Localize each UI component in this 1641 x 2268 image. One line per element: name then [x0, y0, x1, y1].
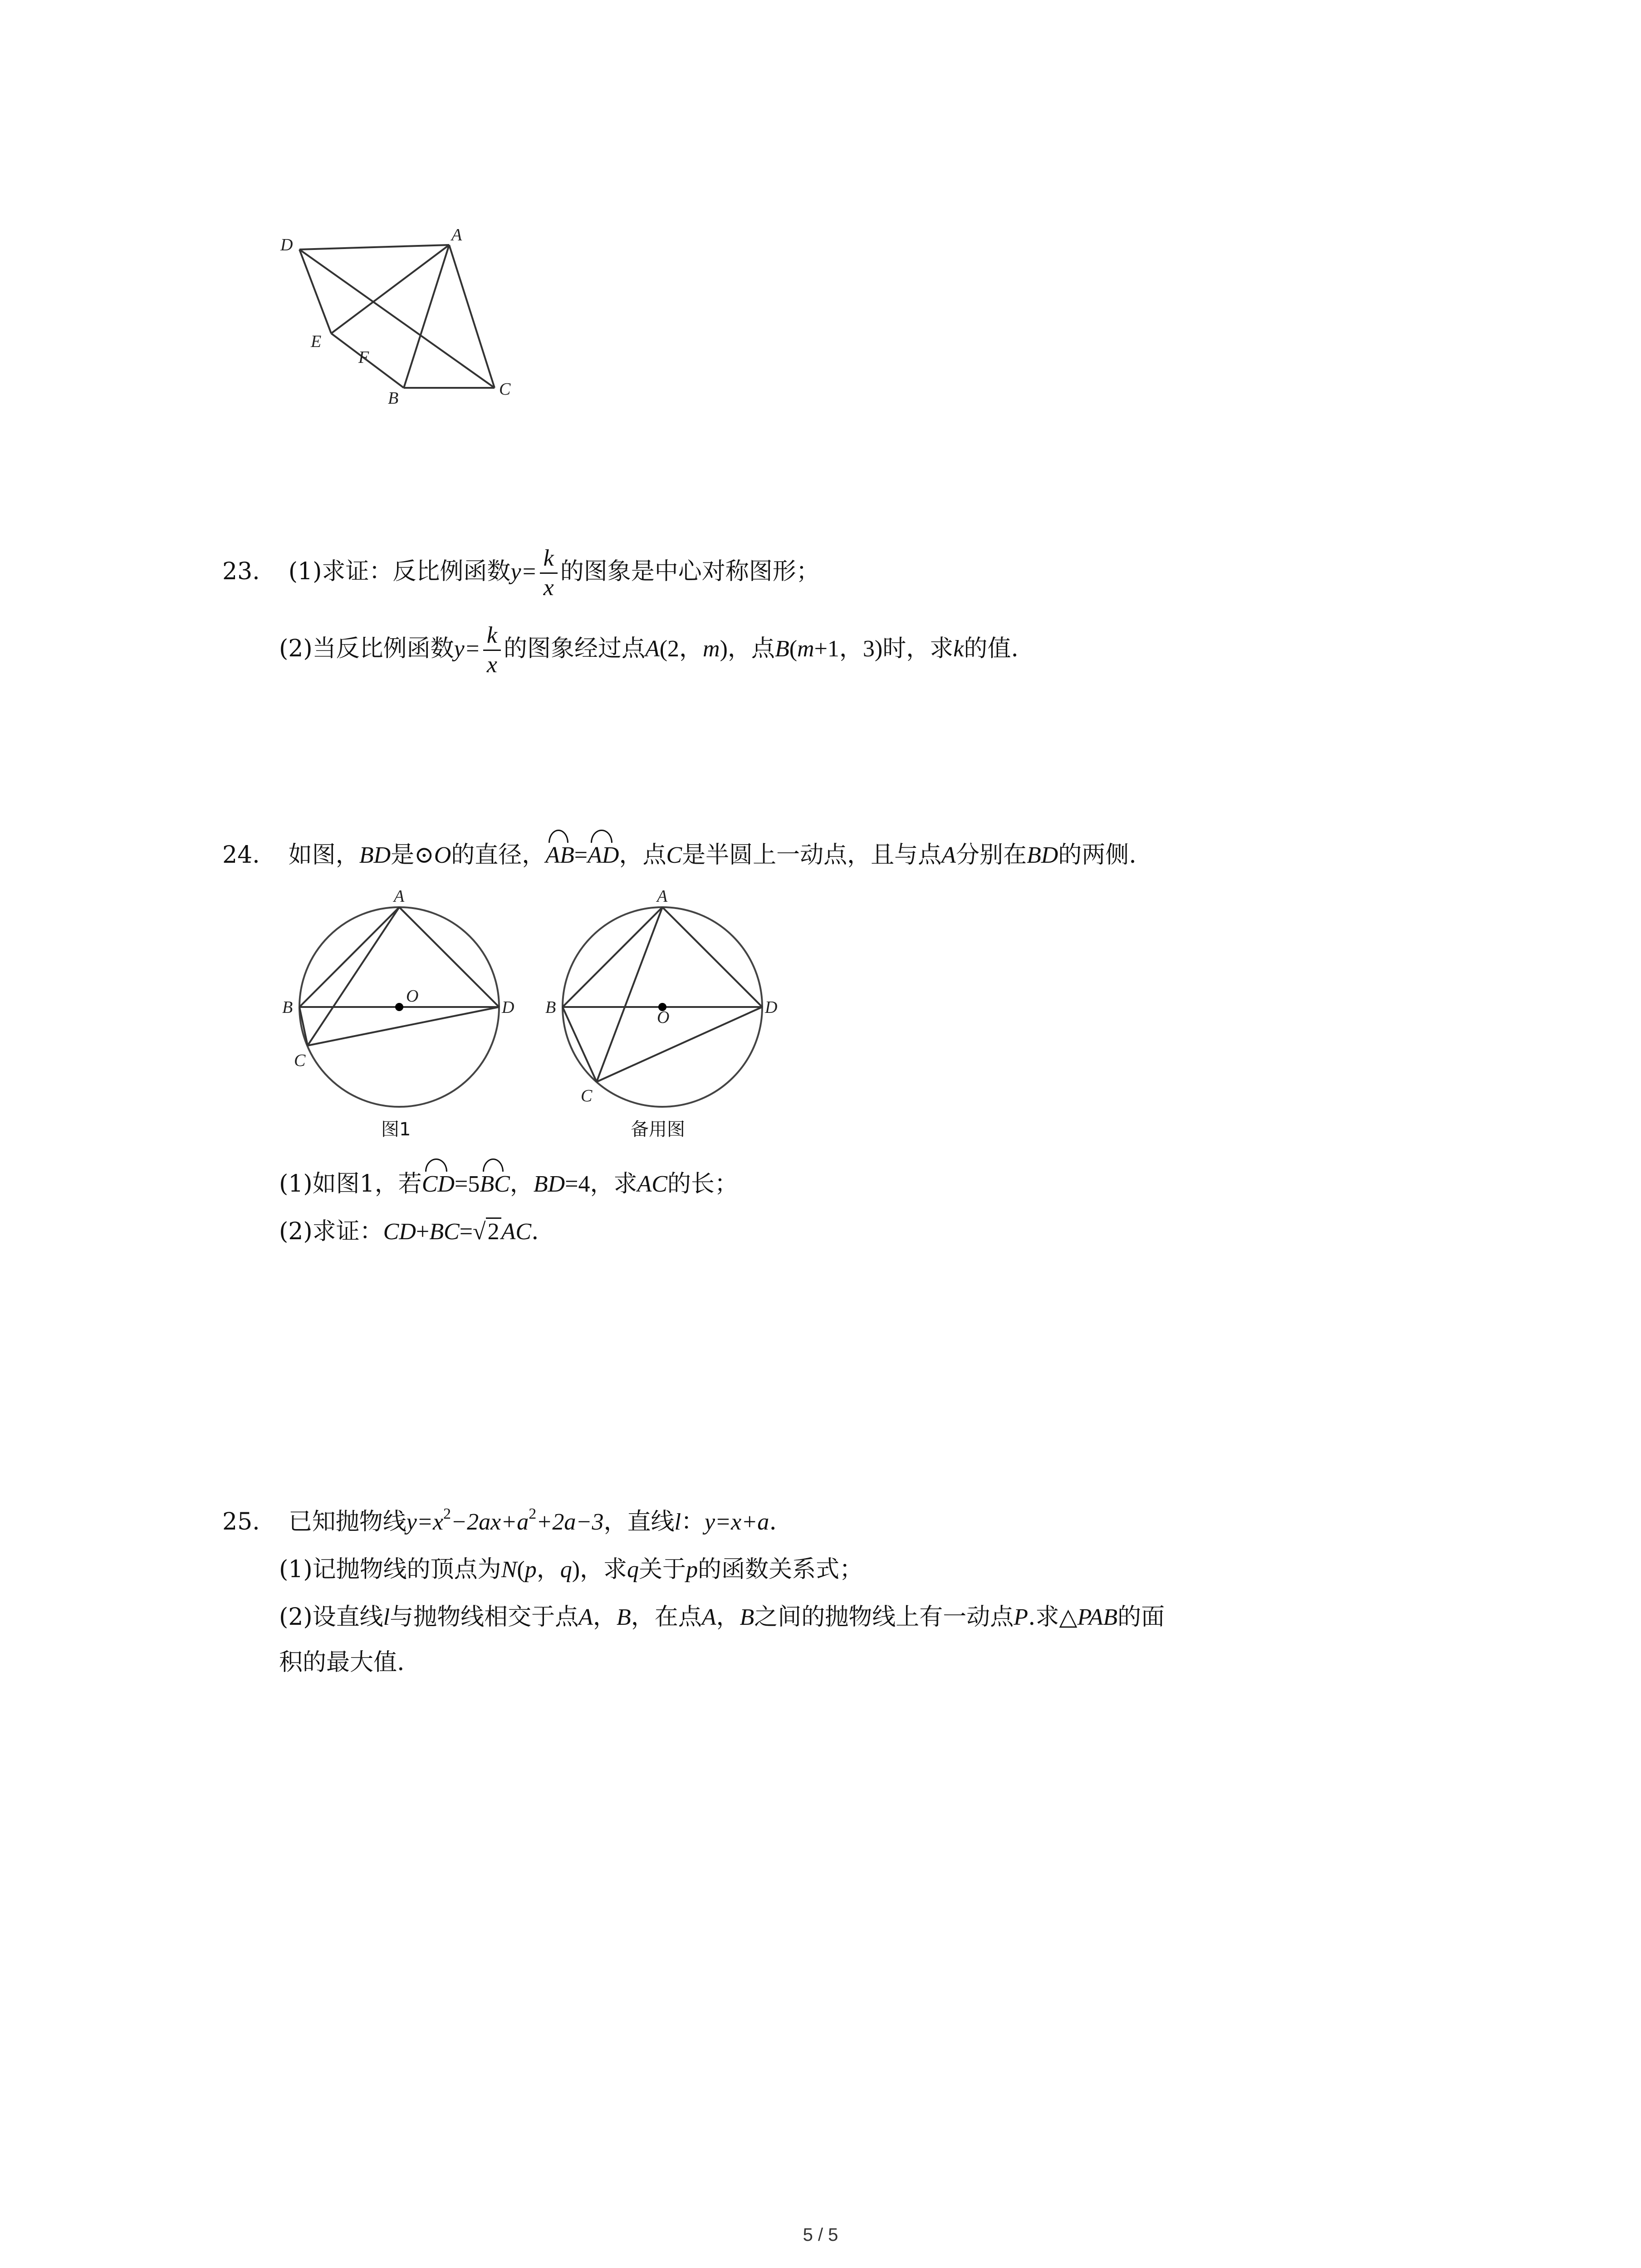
- q23-line1: 23. (1)求证：反比例函数y= $\frac{k}{x}$ 的图象是中心对称图形；: [222, 544, 820, 602]
- page-number: 5 / 5: [803, 2225, 838, 2245]
- fig1-label-A: A: [394, 887, 405, 906]
- sqrt-two: √2: [473, 1216, 501, 1248]
- q24-part2: (2)求证：CD+BC=√2AC.: [279, 1216, 539, 1248]
- q24-part1: (1)如图1，若CD=5BC，BD=4，求AC的长；: [279, 1168, 738, 1200]
- q25-part2-cont: 积的最大值.: [279, 1649, 405, 1676]
- fig2-caption: 备用图: [631, 1119, 685, 1140]
- q25-part2: (2)设直线l与抛物线相交于点A，B，在点A，B之间的抛物线上有一动点P.求△PAB的面: [279, 1603, 1165, 1631]
- circle-figure-backup: [540, 885, 776, 1111]
- arc-BC: BC: [480, 1168, 509, 1200]
- arc-AD: AD: [588, 840, 619, 871]
- q25-part1: (1)记抛物线的顶点为N(p，q)，求q关于p的函数关系式；: [279, 1556, 863, 1583]
- arc-CD: CD: [422, 1168, 455, 1200]
- fig1-label-D: D: [502, 998, 514, 1017]
- q23-number: 23.: [222, 558, 260, 585]
- arc-AB: AB: [545, 840, 574, 871]
- label-D: D: [280, 235, 293, 254]
- label-C: C: [499, 380, 511, 399]
- fraction-k-over-x-2: $\frac{k}{x}$: [483, 621, 501, 679]
- fraction-k-over-x: $\frac{k}{x}$: [540, 544, 558, 602]
- q23-line2: (2)当反比例函数y= $\frac{k}{x}$ 的图象经过点A(2，m)，点B(m+1，3)时，求k的值.: [279, 621, 1019, 679]
- figure-quadrilateral: [272, 218, 526, 417]
- label-E: E: [311, 332, 322, 351]
- q24-line1: 24. 如图，BD是⊙O的直径，AB=AD，点C是半圆上一动点，且与点A分别在BD的两侧.: [222, 839, 1136, 871]
- fig2-label-D: D: [765, 998, 778, 1017]
- fig1-caption: 图1: [381, 1119, 411, 1140]
- fig1-label-C: C: [294, 1051, 306, 1070]
- fig1-label-B: B: [282, 998, 293, 1017]
- label-A: A: [451, 225, 462, 244]
- label-F: F: [358, 348, 369, 367]
- fig1-label-O: O: [406, 987, 419, 1006]
- circle-figure-1: [277, 885, 513, 1111]
- label-B: B: [388, 389, 399, 408]
- fig2-label-O: O: [657, 1008, 670, 1027]
- q24-number: 24.: [222, 841, 260, 869]
- fig2-label-C: C: [581, 1086, 593, 1105]
- q25-line1: 25. 已知抛物线$y=x^2-2ax+a^2+2a-3$，直线l：y=x+a.: [222, 1505, 777, 1535]
- fig2-label-B: B: [545, 998, 556, 1017]
- q25-number: 25.: [222, 1508, 260, 1535]
- fig2-label-A: A: [657, 887, 668, 906]
